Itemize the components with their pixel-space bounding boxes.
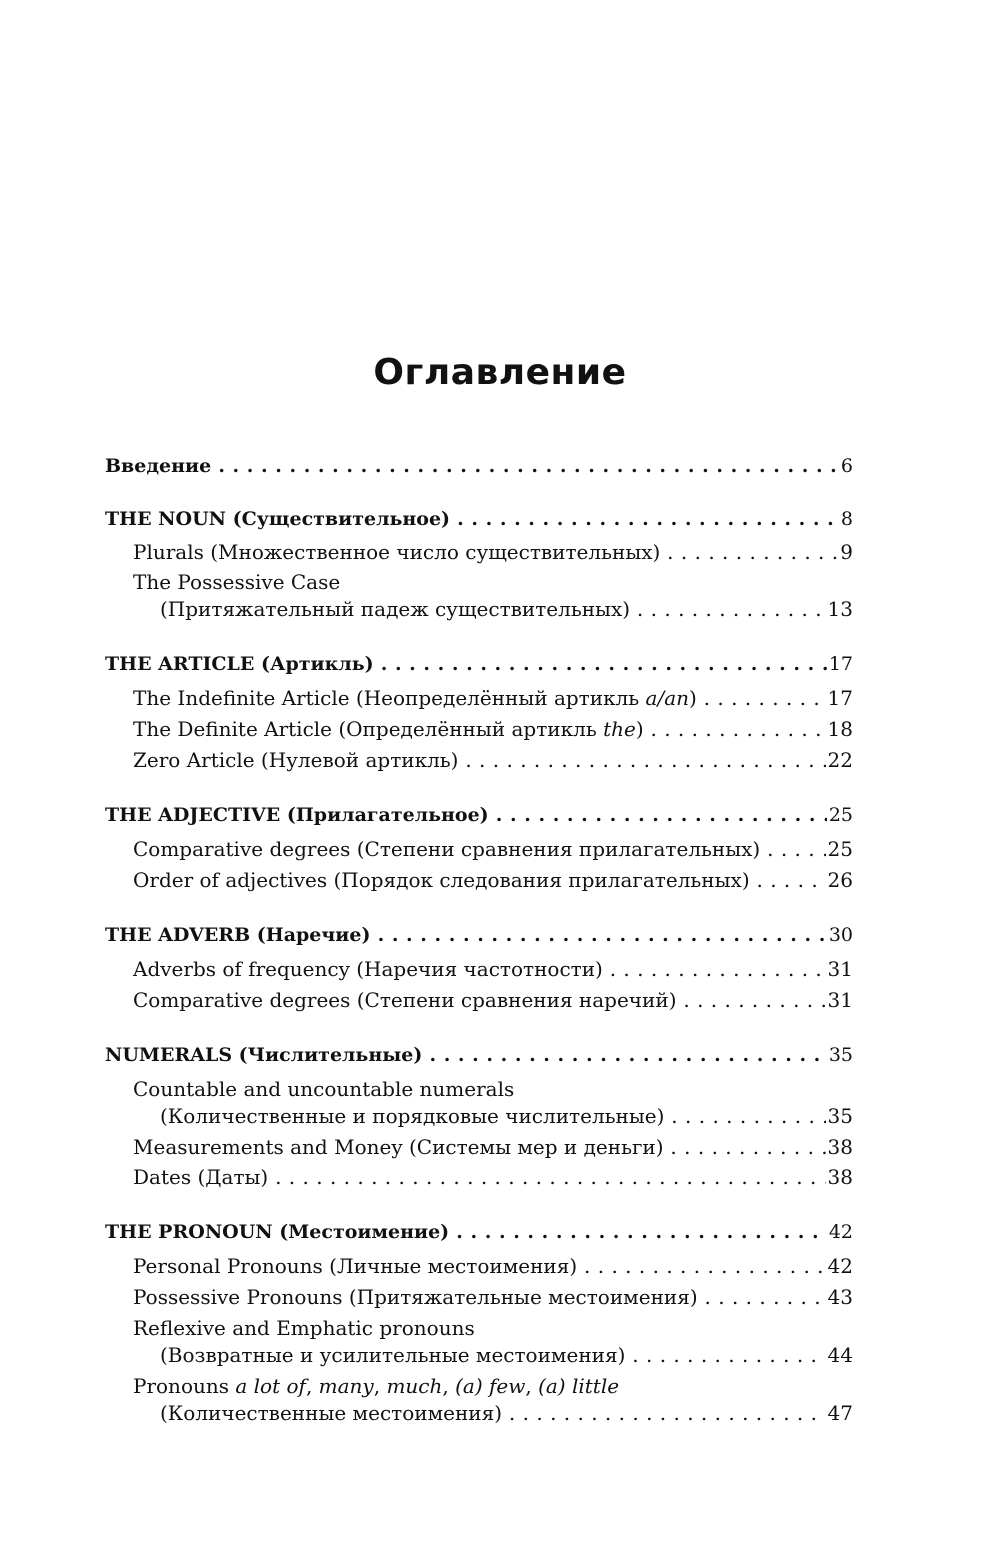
toc-page: 25 <box>827 837 853 861</box>
toc-entry-adjective-comparative[interactable] <box>133 836 853 862</box>
toc-entry-dates[interactable] <box>133 1164 853 1190</box>
toc-entry-adjective-order[interactable] <box>133 867 853 893</box>
toc-page: 35 <box>827 1104 853 1128</box>
toc-page: 17 <box>828 653 853 675</box>
toc-page: 38 <box>827 1165 853 1189</box>
toc-page: 38 <box>827 1135 853 1159</box>
toc-page: 42 <box>828 1221 853 1243</box>
toc-entry-noun[interactable] <box>105 506 853 532</box>
toc-page: 6 <box>840 455 853 477</box>
toc-label: NUMERALS (Числительные) . . . <box>105 1042 827 1068</box>
toc-page: 42 <box>827 1254 853 1278</box>
page-title: Оглавление <box>373 352 627 393</box>
toc-label: Comparative degrees (Степени сравнения наречий) . . . <box>133 987 826 1013</box>
toc-entry-intro[interactable] <box>105 453 853 479</box>
toc-page: 44 <box>827 1343 853 1367</box>
toc-entry-zero-article[interactable] <box>133 747 853 773</box>
toc-page: 30 <box>828 924 853 946</box>
toc-entry-adverb-frequency[interactable] <box>133 956 853 982</box>
toc-entry-countable-line2[interactable] <box>160 1103 853 1129</box>
toc-label: Pronouns a lot of, many, much, (a) few, (a) little <box>133 1374 620 1398</box>
toc-entry-personal-pronouns[interactable] <box>133 1253 853 1279</box>
toc-label: Zero Article (Нулевой артикль) . . . <box>133 747 826 773</box>
toc-entry-measurements[interactable] <box>133 1134 853 1160</box>
toc-label: (Притяжательный падеж существительных) . . . <box>160 596 826 622</box>
toc-entry-quantity-pronouns-line2[interactable] <box>160 1400 853 1426</box>
toc-label: Countable and uncountable numerals <box>133 1077 515 1101</box>
toc-page: 9 <box>840 540 853 564</box>
toc-page: 17 <box>827 686 853 710</box>
toc-entry-countable-line1[interactable] <box>133 1076 853 1102</box>
toc-label: The Possessive Case <box>133 570 341 594</box>
toc-label: THE ADVERB (Наречие) . . . <box>105 922 827 948</box>
toc-label: Reflexive and Emphatic pronouns <box>133 1316 475 1340</box>
toc-label: Order of adjectives (Порядок следования прилагательных) . . . <box>133 867 826 893</box>
toc-label: THE ADJECTIVE (Прилагательное) . . . <box>105 802 827 828</box>
toc-page: 25 <box>828 804 853 826</box>
toc-entry-reflexive-line2[interactable] <box>160 1342 853 1368</box>
toc-label: THE ARTICLE (Артикль) . . . <box>105 651 827 677</box>
toc-label: Dates (Даты) . . . <box>133 1164 826 1190</box>
toc-entry-possessive-line1[interactable] <box>133 569 853 595</box>
toc-label: The Definite Article (Определённый артикль the) . . . <box>133 716 826 742</box>
toc-entry-pronoun[interactable] <box>105 1219 853 1245</box>
toc-page: 8 <box>840 508 853 530</box>
toc-label: (Количественные и порядковые числительные) . . . <box>160 1103 826 1129</box>
toc-entry-indefinite-article[interactable] <box>133 685 853 711</box>
toc-label: Введение . . . <box>105 453 839 479</box>
toc-page: 31 <box>827 957 853 981</box>
toc-label: Adverbs of frequency (Наречия частотности) . . . <box>133 956 826 982</box>
toc-entry-adverb[interactable] <box>105 922 853 948</box>
toc-entry-numerals[interactable] <box>105 1042 853 1068</box>
toc-label: Comparative degrees (Степени сравнения прилагательных) . . . <box>133 836 826 862</box>
toc-page: 22 <box>827 748 853 772</box>
toc-entry-adjective[interactable] <box>105 802 853 828</box>
toc-label: Measurements and Money (Системы мер и деньги) . . . <box>133 1134 826 1160</box>
toc-entry-possessive-pronouns[interactable] <box>133 1284 853 1310</box>
toc-entry-reflexive-line1[interactable] <box>133 1315 853 1341</box>
toc-label: THE NOUN (Существительное) . . . <box>105 506 839 532</box>
toc-label: (Количественные местоимения) . . . <box>160 1400 826 1426</box>
toc-page: 26 <box>827 868 853 892</box>
toc-page: 47 <box>827 1401 853 1425</box>
toc-entry-article[interactable] <box>105 651 853 677</box>
toc-label: Possessive Pronouns (Притяжательные местоимения) . . . <box>133 1284 826 1310</box>
toc-label: Plurals (Множественное число существительных) . . . <box>133 539 838 565</box>
toc-page: 31 <box>827 988 853 1012</box>
toc-entry-possessive-line2[interactable] <box>160 596 853 622</box>
toc-entry-plurals[interactable] <box>133 539 853 565</box>
toc-label: Personal Pronouns (Личные местоимения) . . . <box>133 1253 826 1279</box>
toc-page: 43 <box>827 1285 853 1309</box>
toc-label: The Indefinite Article (Неопределённый артикль a/an) . . . <box>133 685 826 711</box>
toc-page: 18 <box>827 717 853 741</box>
toc-page: 13 <box>827 597 853 621</box>
toc-entry-adverb-comparative[interactable] <box>133 987 853 1013</box>
toc-page: 35 <box>828 1044 853 1066</box>
toc-label: (Возвратные и усилительные местоимения) . . . <box>160 1342 826 1368</box>
toc-entry-quantity-pronouns-line1[interactable] <box>133 1373 853 1399</box>
toc-entry-definite-article[interactable] <box>133 716 853 742</box>
toc-label: THE PRONOUN (Местоимение) . . . <box>105 1219 827 1245</box>
